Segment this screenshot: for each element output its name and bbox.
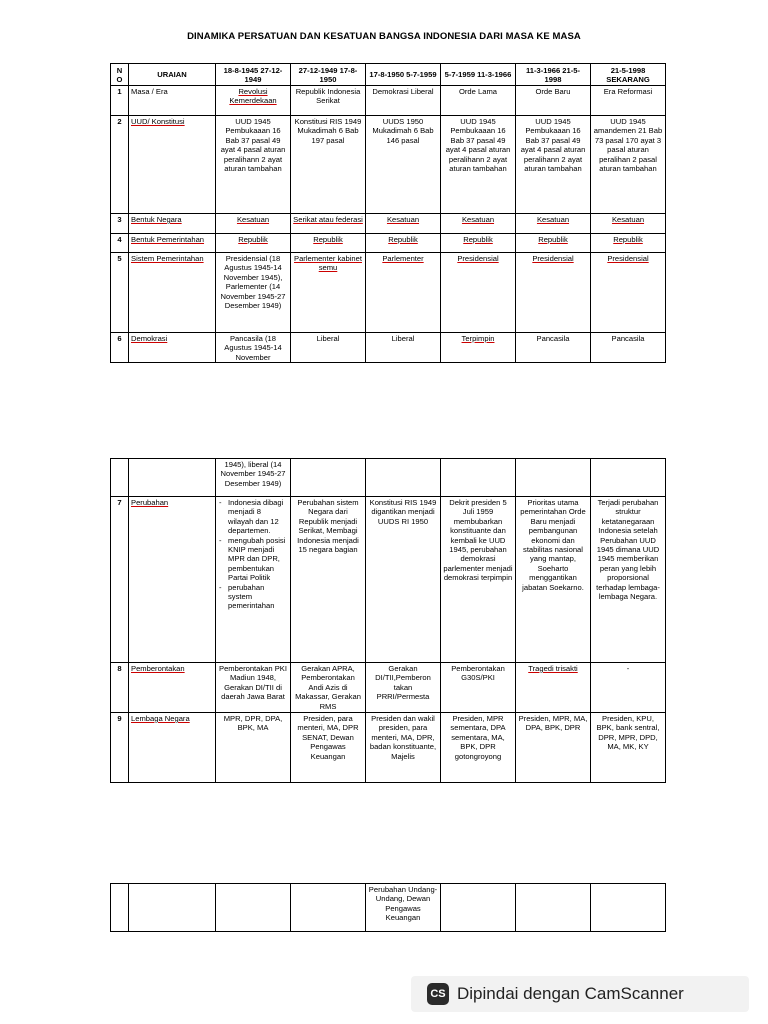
header-period-6: 21-5-1998 SEKARANG [591,64,666,86]
table-cell: Pancasila [516,333,591,363]
table-cell: Republik [441,234,516,253]
table-cell: Terjadi perubahan struktur ketatanegaraan Indonesia setelah Perubahan UUD 1945 dimana UUD 1945 memberikan peran yang lebih proporsional terhadap lembaga-lembaga Negara. [591,497,666,663]
table-cell [516,884,591,932]
row-number: 7 [111,497,129,663]
table-row [111,333,666,363]
header-period-1: 18-8-1945 27-12-1949 [216,64,291,86]
table-row [111,497,666,663]
table-cell: Presidensial [441,253,516,333]
table-row [111,253,666,333]
header-period-4: 5-7-1959 11-3-1966 [441,64,516,86]
row-label: Lembaga Negara [129,713,216,783]
camscanner-text: Dipindai dengan CamScanner [457,984,684,1003]
table-cell: Pancasila (18 Agustus 1945-14 November [216,333,291,363]
list-item: - perubahan system pemerintahan [228,583,288,611]
list-item: - mengubah posisi KNIP menjadi MPR dan DPR, pembentukan Partai Politik [228,536,288,583]
table-cell: Republik [516,234,591,253]
table-row [111,214,666,234]
table-cell: UUD 1945 Pembukaaan 16 Bab 37 pasal 49 ayat 4 pasal aturan peralihann 2 ayat aturan tambahan [441,116,516,214]
table-cell [441,884,516,932]
table-cell: Republik [291,234,366,253]
row-number: 6 [111,333,129,363]
row-label: Bentuk Pemerintahan [129,234,216,253]
table-cell: Republik Indonesia Serikat [291,86,366,116]
table-cell: Kesatuan [216,214,291,234]
table-cell: Presiden, para menteri, MA, DPR SENAT, Dewan Pengawas Keuangan [291,713,366,783]
table-cell: Kesatuan [441,214,516,234]
table-cell: Parlementer [366,253,441,333]
row-label: Perubahan [129,497,216,663]
table-cell: - [591,663,666,713]
table-cell [591,459,666,497]
table-row [111,884,666,932]
row-number: 3 [111,214,129,234]
table-cell: Liberal [366,333,441,363]
table-header-row [111,64,666,86]
table-cell: Presiden, MPR sementara, DPA sementara, MA, BPK, DPR gotongroyong [441,713,516,783]
table-cell [516,459,591,497]
table-cell: Pancasila [591,333,666,363]
table-cell [111,459,129,497]
row-number: 5 [111,253,129,333]
table-cell: Parlementer kabinet semu [291,253,366,333]
row-label: Masa / Era [129,86,216,116]
table-cell [111,884,129,932]
main-table-part3 [110,883,666,932]
table-cell [291,884,366,932]
row-label: Demokrasi [129,333,216,363]
continuation-row [111,459,666,497]
table-cell: Konstitusi RIS 1949 Mukadimah 6 Bab 197 pasal [291,116,366,214]
row-label: Bentuk Negara [129,214,216,234]
main-table-part1 [110,63,666,363]
table-cell: Pemberontakan PKI Madiun 1948, Gerakan DI/TII di daerah Jawa Barat [216,663,291,713]
table-cell: Liberal [291,333,366,363]
header-period-5: 11-3-1966 21-5-1998 [516,64,591,86]
table-cell: UUD 1945 amandemen 21 Bab 73 pasal 170 ayat 3 pasal aturan peralihan 2 pasal aturan tambahan [591,116,666,214]
table-cell: Demokrasi Liberal [366,86,441,116]
table-cell: Presiden dan wakil presiden, para menteri, MA, DPR, badan konstituante, Majelis [366,713,441,783]
header-period-2: 27-12-1949 17-8-1950 [291,64,366,86]
table-cell: Presidensial [591,253,666,333]
table-cell: Kesatuan [516,214,591,234]
table-cell: Republik [216,234,291,253]
table-cell: Presiden, KPU, BPK, bank sentral, DPR, MPR, DPD, MA, MK, KY [591,713,666,783]
table-cell: MPR, DPR, DPA, BPK, MA [216,713,291,783]
table-cell [216,884,291,932]
table-cell: Pemberontakan G30S/PKI [441,663,516,713]
table-cell [129,884,216,932]
row-label: Pemberontakan [129,663,216,713]
camscanner-watermark [411,976,749,1012]
list-item: - Indonesia dibagi menjadi 8 wilayah dan 12 departemen. [228,498,288,536]
table-cell: Prioritas utama pemerintahan Orde Baru menjadi pembangunan ekonomi dan stabilitas nasional yang mantap, Soeharto menggantikan jabatan Soekarno. [516,497,591,663]
table-row [111,713,666,783]
header-no: N O [111,64,129,86]
table-cell: Gerakan DI/TII,Pemberon takan PRRI/Permesta [366,663,441,713]
table-row [111,116,666,214]
row-number: 8 [111,663,129,713]
table-cell: Dekrit presiden 5 Juli 1959 membubarkan konstituante dan kembali ke UUD 1945, perubahan demokrasi parlementer menjadi demokrasi terpimpin [441,497,516,663]
table-cell [441,459,516,497]
table-cell: UUDS 1950 Mukadimah 6 Bab 146 pasal [366,116,441,214]
table-cell [216,497,291,663]
table-cell: Terpimpin [441,333,516,363]
table-cell: Perubahan sistem Negara dari Republik menjadi Serikat, Membagi Indonesia menjadi 15 negara bagian [291,497,366,663]
table-cell [129,459,216,497]
table-cell: Kesatuan [591,214,666,234]
table-cell: Tragedi trisakti [516,663,591,713]
row-label: Sistem Pemerintahan [129,253,216,333]
table-cell: Orde Lama [441,86,516,116]
change-list [218,498,288,611]
header-period-3: 17-8-1950 5-7-1959 [366,64,441,86]
document-title: DINAMIKA PERSATUAN DAN KESATUAN BANGSA INDONESIA DARI MASA KE MASA [187,31,581,42]
header-uraian: URAIAN [129,64,216,86]
table-cell: Kesatuan [366,214,441,234]
table-row [111,663,666,713]
table-cell [366,459,441,497]
table-cell: Republik [591,234,666,253]
table-cell: Presidensial (18 Agustus 1945-14 November 1945), Parlementer (14 November 1945-27 Desember 1949) [216,253,291,333]
camscanner-logo-icon: CS [427,983,449,1005]
row-number: 2 [111,116,129,214]
row-number: 4 [111,234,129,253]
table-cell [591,884,666,932]
table-cell: Orde Baru [516,86,591,116]
table-cell: UUD 1945 Pembukaaan 16 Bab 37 pasal 49 ayat 4 pasal aturan peralihann 2 ayat aturan tambahan [516,116,591,214]
row-number: 9 [111,713,129,783]
table-cell: Presiden, MPR, MA, DPA, BPK, DPR [516,713,591,783]
table-cell: Gerakan APRA, Pemberontakan Andi Azis di Makassar, Gerakan RMS [291,663,366,713]
table-cell: UUD 1945 Pembukaaan 16 Bab 37 pasal 49 ayat 4 pasal aturan peralihann 2 ayat aturan tambahan [216,116,291,214]
table-cell: Era Reformasi [591,86,666,116]
table-cell: Revolusi Kemerdekaan [216,86,291,116]
table-cell: Serikat atau federasi [291,214,366,234]
main-table-part2 [110,458,666,783]
table-cell: Perubahan Undang-Undang, Dewan Pengawas Keuangan [366,884,441,932]
table-cell: Presidensial [516,253,591,333]
table-cell: 1945), liberal (14 November 1945-27 Desember 1949) [216,459,291,497]
row-number: 1 [111,86,129,116]
table-cell: Republik [366,234,441,253]
table-row [111,234,666,253]
table-cell [291,459,366,497]
table-row [111,86,666,116]
table-cell: Konstitusi RIS 1949 digantikan menjadi UUDS RI 1950 [366,497,441,663]
row-label: UUD/ Konstitusi [129,116,216,214]
